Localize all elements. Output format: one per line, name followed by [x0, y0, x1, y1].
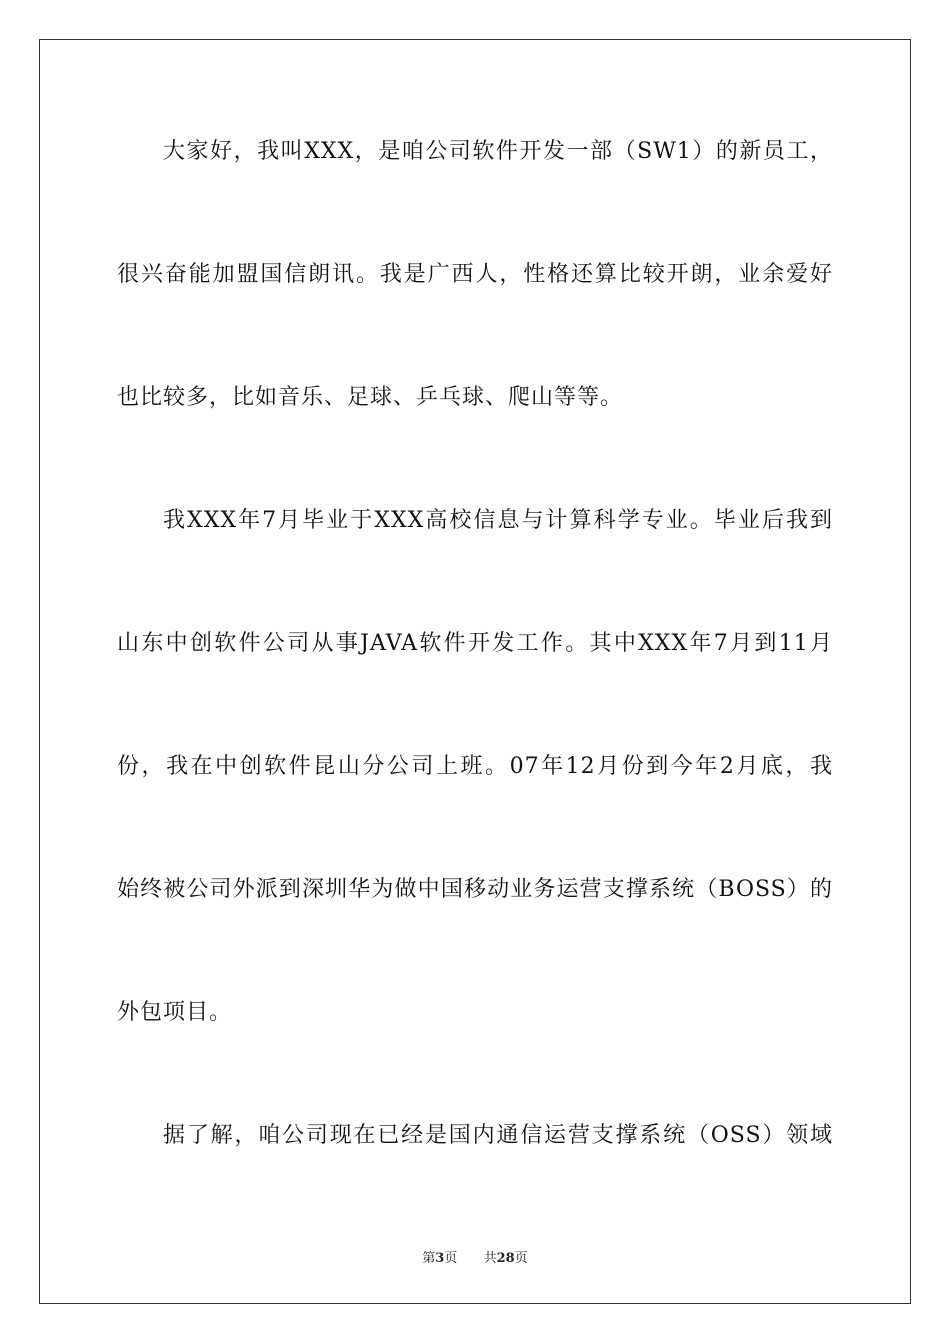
paragraph-3-line-1: 据了解，咱公司现在已经是国内通信运营支撑系统（OSS）领域 — [163, 1123, 833, 1148]
paragraph-2-line-3: 份，我在中创软件昆山分公司上班。07年12月份到今年2月底，我 — [117, 754, 833, 779]
page-border — [39, 39, 911, 1304]
page-footer — [0, 1247, 950, 1266]
current-page-number: 3 — [435, 1251, 445, 1266]
paragraph-2-line-2: 山东中创软件公司从事JAVA软件开发工作。其中XXX年7月到11月 — [117, 631, 833, 656]
paragraph-1-line-3: 也比较多，比如音乐、足球、乒乓球、爬山等等。 — [117, 385, 624, 410]
page-prefix: 第 — [422, 1251, 436, 1266]
total-page-count: 28 — [496, 1251, 515, 1266]
paragraph-2-line-5: 外包项目。 — [117, 1000, 233, 1025]
page-suffix: 页 — [444, 1251, 458, 1266]
paragraph-1-line-1: 大家好，我叫XXX，是咱公司软件开发一部（SW1）的新员工， — [163, 139, 833, 164]
paragraph-1-line-2: 很兴奋能加盟国信朗讯。我是广西人，性格还算比较开朗，业余爱好 — [117, 262, 833, 287]
paragraph-2-line-1: 我XXX年7月毕业于XXX高校信息与计算科学专业。毕业后我到 — [163, 508, 833, 533]
total-suffix: 页 — [514, 1251, 528, 1266]
total-prefix: 共 — [483, 1251, 497, 1266]
paragraph-2-line-4: 始终被公司外派到深圳华为做中国移动业务运营支撑系统（BOSS）的 — [117, 877, 833, 902]
